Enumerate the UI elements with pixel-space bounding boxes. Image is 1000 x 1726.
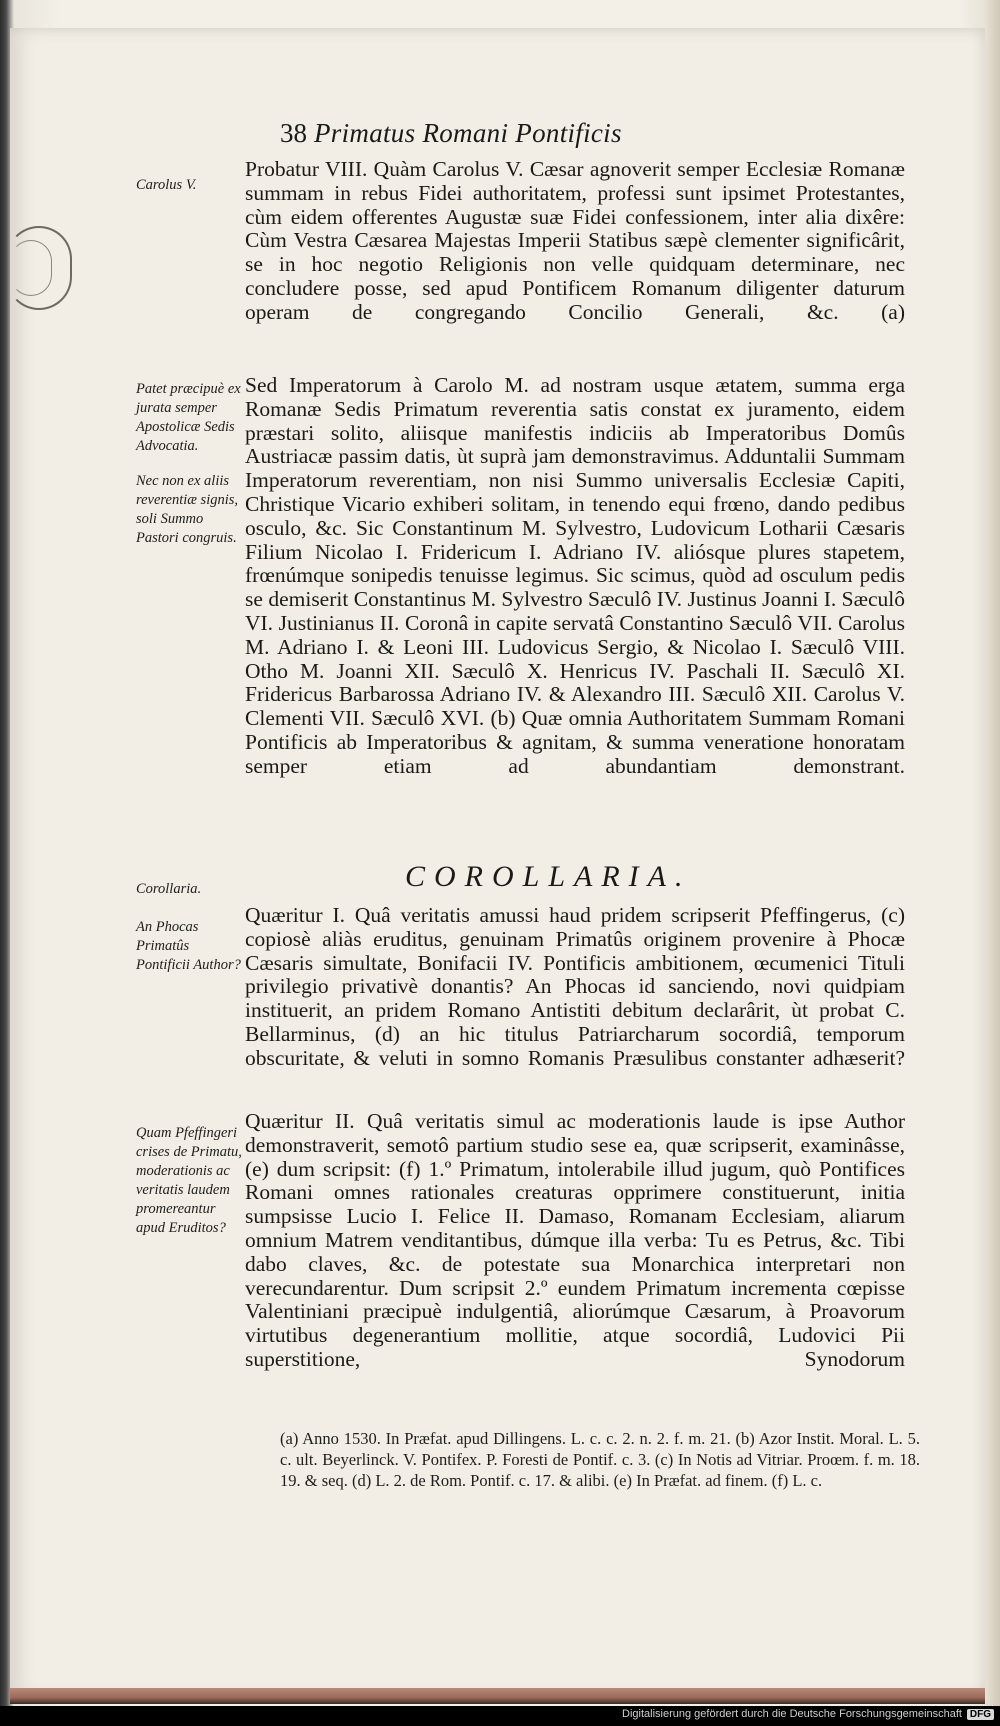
- margin-note-corollaria: Corollaria.: [136, 881, 202, 897]
- page-clip-inner-mark: [10, 240, 52, 296]
- section-heading-corollaria: COROLLARIA.: [405, 860, 692, 893]
- paragraph-quaeritur-1: Quæritur I. Quâ veritatis amussi haud pridem scripserit Pfeffingerus, (c) copiosè aliàs eruditus, genuinam Primatûs originem provenire à Phocæ Cæsaris simultate, Bonifacii IV. Pontificis ambitionem, œcumenici Tituli privilegio privativè donantis? An Phocas id sanciendo, novi quidpiam instituerit, an pridem Romano Antistiti debitum declarârit, ùt probat C. Bellarminus, (d) an hic titulus Patriarcharum socordiâ, temporum obscuritate, & veluti in somno Romanis Præsulibus constanter adhæserit?: [245, 903, 905, 1070]
- digitization-credit: Digitalisierung gefördert durch die Deutsche Forschungsgemeinschaft: [622, 1708, 962, 1720]
- dfg-logo: DFG: [967, 1709, 994, 1720]
- page-number: 38: [280, 118, 307, 148]
- paragraph-quaeritur-2: Quæritur II. Quâ veritatis simul ac moderationis laude is ipse Author demonstraverit, semotô partium studio sese ea, quæ scripserit, examinâsse, (e) dum scripsit: (f) 1.º Primatum, intolerabile illud jugum, quò Pontifices Romani omnes rationales creaturas opprimere constituerunt, initia sumpsisse Lucio I. Felice II. Damaso, Romanam Ecclesiam, aliarum omnium Matrem venditantibus, dúmque illa verba: Tu es Petrus, &c. Tibi dabo claves, &c. de potestate sua Monarchica interpretari non verecundarentur. Dum scripsit 2.º eundem Primatum incrementa cœpisse Valentiniani præcipuè indulgentiâ, aliorúmque Cæsarum, à Proavorum virtutibus degenerantium mollitie, atque socordiâ, Ludovici Pii superstitione, Synodorum: [245, 1109, 905, 1371]
- page-header: [280, 118, 750, 158]
- margin-note-reverentia: Nec non ex aliis reverentiæ signis, soli Summo Pastori congruis.: [136, 473, 239, 546]
- margin-note-advocatia: Patet præcipuè ex jurata semper Apostolicæ Sedis Advocatia.: [136, 381, 241, 454]
- margin-note-phocas: An Phocas Primatûs Pontificii Author?: [136, 919, 241, 973]
- paragraph-probatur: Probatur VIII. Quàm Carolus V. Cæsar agnoverit semper Ecclesiæ Romanæ summam in rebus Fidei authoritatem, professi sunt ipsimet Protestantes, cùm eidem offerentes Augustæ suæ Fidei confessionem, inter alia dixêre: Cùm Vestra Cæsarea Majestas Imperii Statibus sæpè clementer significârit, se in hoc negotio Religionis non velle quidquam determinare, nec concludere posse, sed apud Pontificem Romanum diligenter daturum operam de congregando Concilio Generali, &c. (a): [245, 157, 905, 324]
- paragraph-imperatorum: Sed Imperatorum à Carolo M. ad nostram usque ætatem, summa erga Romanæ Sedis Primatum reverentia satis constat ex juramento, eidem præstari solito, aliisque manifestis indiciis ab Imperatoribus Domûs Austriacæ passim datis, ùt suprà jam demonstravimus. Adduntalii Summam Imperatorum reverentiam, non nisi Summo universalis Ecclesiæ Capiti, Christique Vicario exhiberi solitam, in tenendo equi frœno, dando pedibus osculo, &c. Sic Constantinum M. Sylvestro, Ludovicum Lotharii Cæsaris Filium Nicolao I. Fridericum I. Adriano IV. aliósque plures stapetem, frœnúmque sonipedis tenuisse legimus. Sic scimus, quòd ad osculum pedis se demiserit Constantinus M. Sylvestro Sæculô IV. Justinus Joanni I. Sæculô VI. Justinianus II. Coronâ in capite servatâ Constantino Sæculô VII. Carolus M. Adriano I. & Leoni III. Ludovicus Sergio, & Nicolao I. Sæculô VIII. Otho M. Joanni XII. Sæculô X. Henricus IV. Paschali II. Sæculô XI. Fridericus Barbarossa Adriano IV. & Alexandro III. Sæculô XII. Carolus V. Clementi VII. Sæculô XVI. (b) Quæ omnia Authoritatem Summam Romani Pontificis ab Imperatoribus & agnitam, & summa veneratione honoratam semper etiam ad abundantiam demonstrant.: [245, 373, 905, 778]
- page-bottom-edge: [10, 1688, 985, 1704]
- footnotes: (a) Anno 1530. In Præfat. apud Dillingens. L. c. c. 2. n. 2. f. m. 21. (b) Azor Instit. Moral. L. 5. c. ult. Beyerlinck. V. Pontifex. P. Foresti de Pontif. c. 3. (c) In Notis ad Vitriar. Proœm. f. m. 18. 19. & seq. (d) L. 2. de Rom. Pontif. c. 17. & alibi. (e) In Præfat. ad finem. (f) L. c.: [280, 1429, 920, 1490]
- margin-note-carolus: Carolus V.: [136, 177, 197, 193]
- margin-note-pfeffinger: Quam Pfeffingeri crises de Primatu, moderationis ac veritatis laudem promereantur apud Eruditos?: [136, 1125, 242, 1236]
- running-head: Primatus Romani Pontificis: [314, 118, 622, 148]
